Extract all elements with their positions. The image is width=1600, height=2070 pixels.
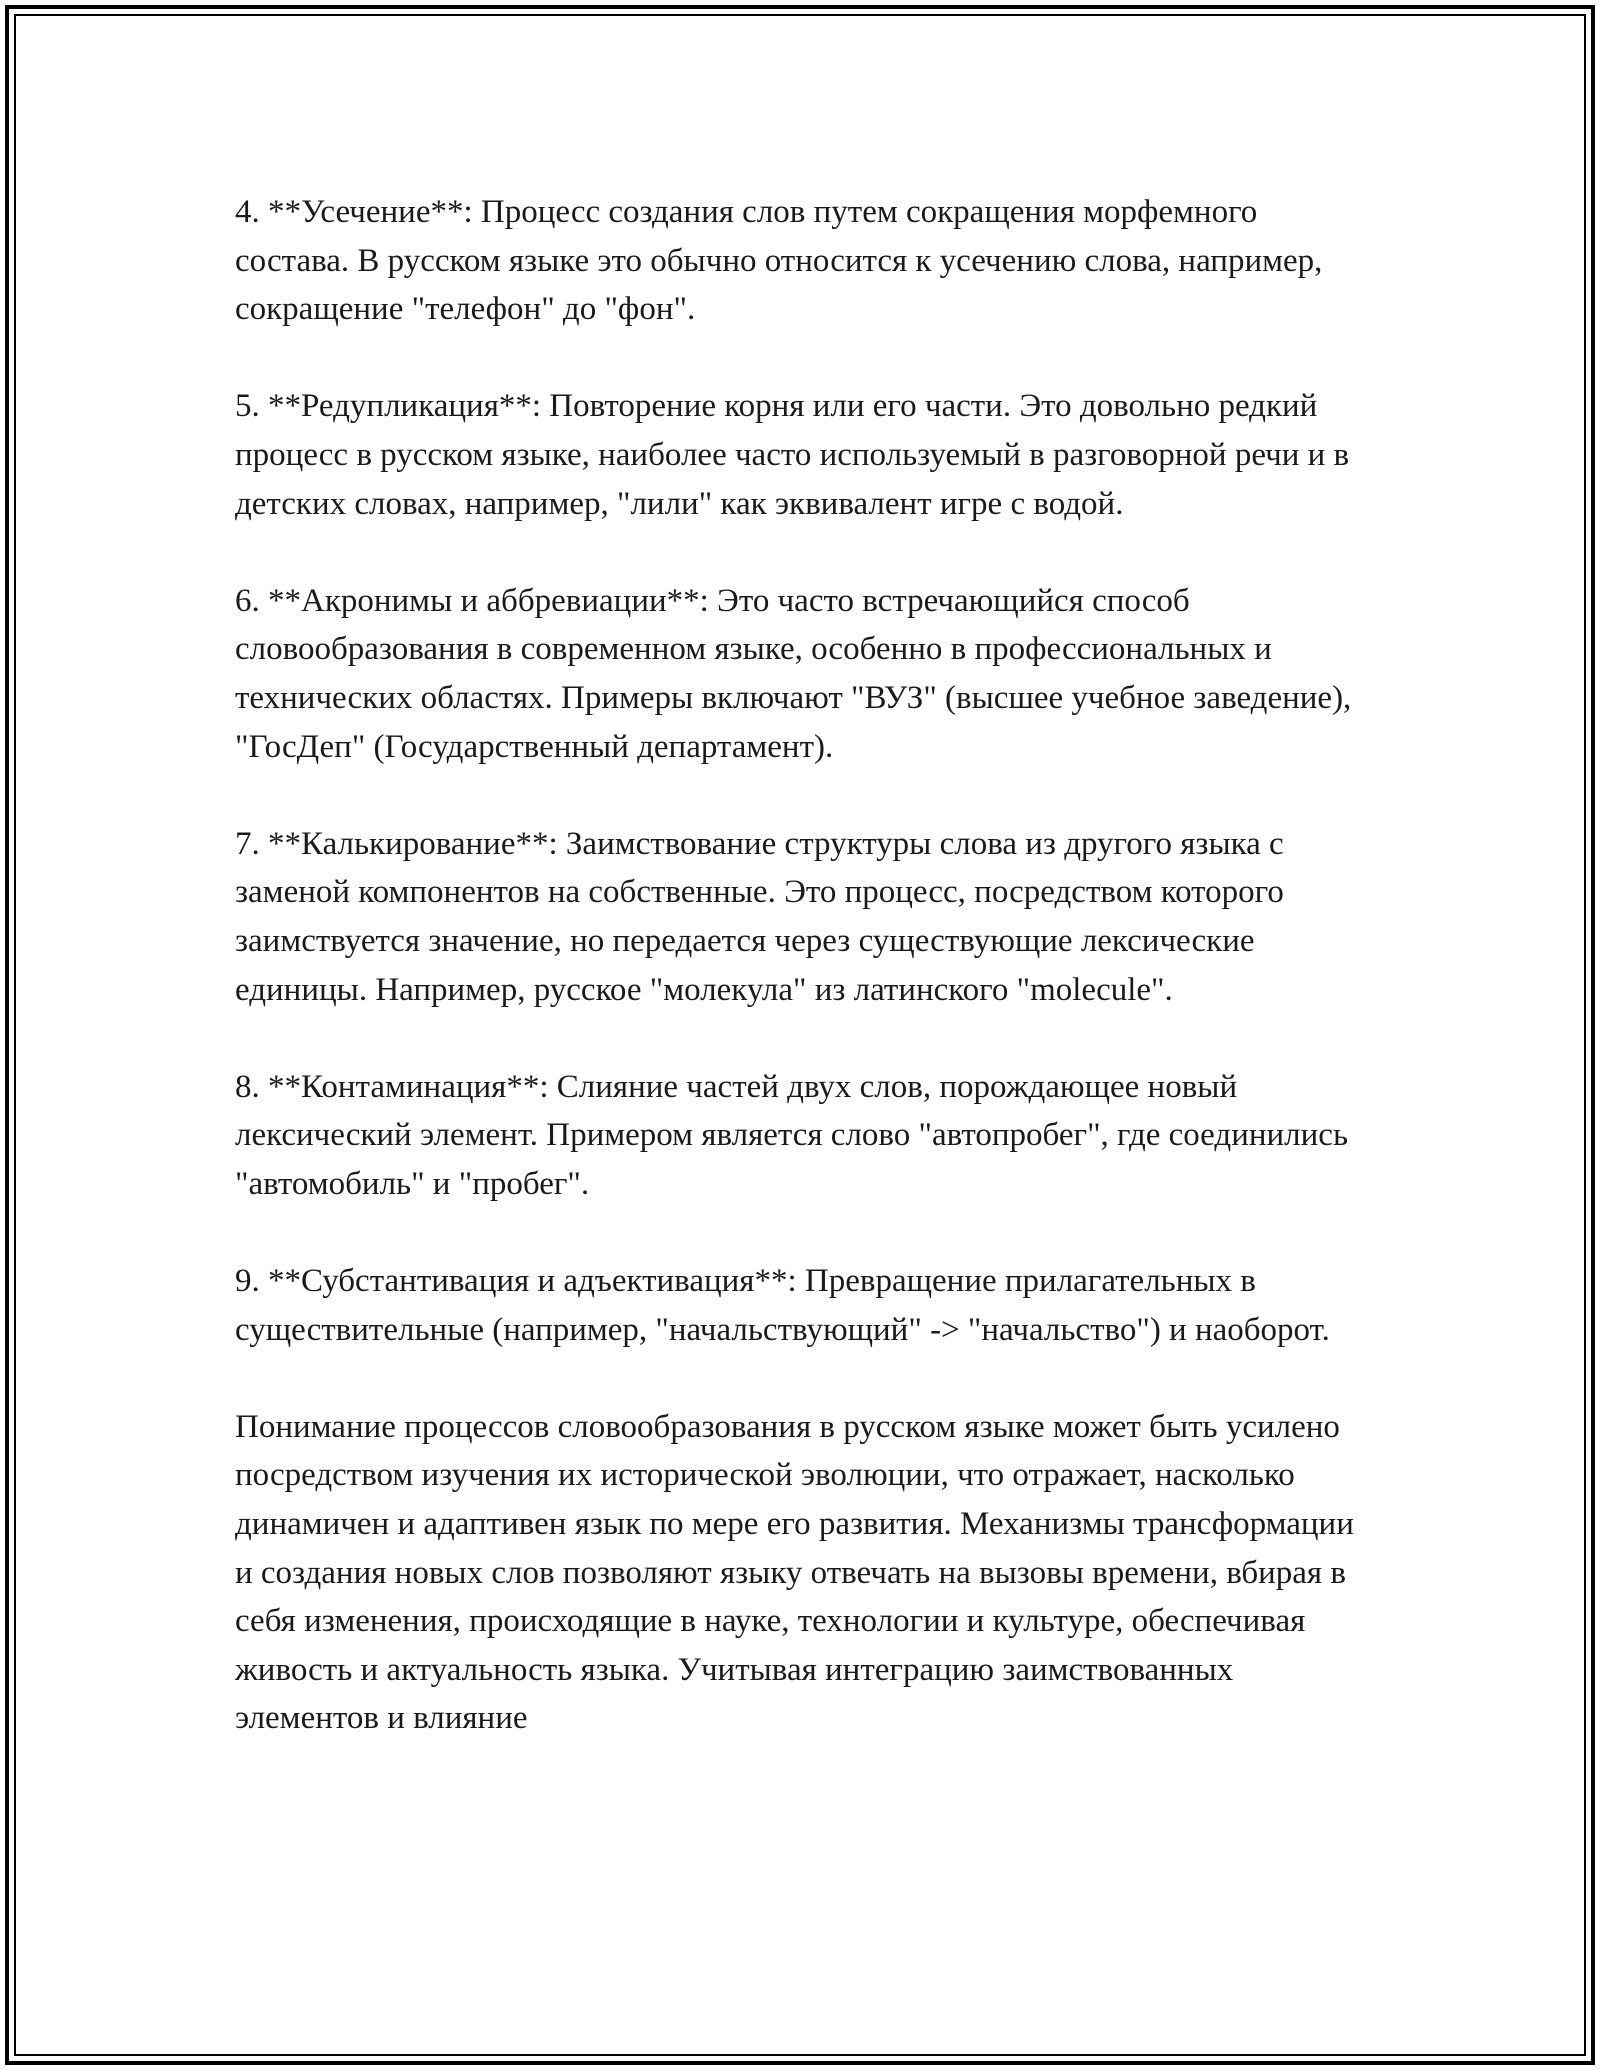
paragraph-calquing: 7. **Калькирование**: Заимствование структуры слова из другого языка с заменой компонентов на собственные. Это процесс, посредством которого заимствуется значение, но передается через существующие лексические единицы. Например, русское "молекула" из латинского "molecule". [235, 825, 1284, 1008]
paragraph-truncation: 4. **Усечение**: Процесс создания слов путем сокращения морфемного состава. В русском языке это обычно относится к усечению слова, например, сокращение "телефон" до "фон". [235, 194, 1323, 328]
paragraph-reduplication: 5. **Редупликация**: Повторение корня или его части. Это довольно редкий процесс в русском языке, наиболее часто используемый в разговорной речи и в детских словах, например, "лили" как эквивалент игре с водой. [235, 388, 1350, 522]
document-body [235, 188, 1370, 1792]
paragraph-conclusion: Понимание процессов словообразования в русском языке может быть усилено посредством изучения их исторической эволюции, что отражает, насколько динамичен и адаптивен язык по мере его развития. Механизмы трансформации и создания новых слов позволяют языку отвечать на вызовы времени, вбирая в себя изменения, происходящие в науке, технологии и культуре, обеспечивая живость и актуальность языка. Учитывая интеграцию заимствованных элементов и влияние [235, 1408, 1354, 1737]
paragraph-contamination: 8. **Контаминация**: Слияние частей двух слов, порождающее новый лексический элемент. Примером является слово "автопробег", где соединились "автомобиль" и "пробег". [235, 1068, 1348, 1202]
paragraph-acronyms: 6. **Акронимы и аббревиации**: Это часто встречающийся способ словообразования в современном языке, особенно в профессиональных и технических областях. Примеры включают "ВУЗ" (высшее учебное заведение), "ГосДеп" (Государственный департамент). [235, 582, 1352, 765]
paragraph-substantivation: 9. **Субстантивация и адъективация**: Превращение прилагательных в существительные (например, "начальствующий" -> "начальство") и наоборот. [235, 1263, 1330, 1348]
